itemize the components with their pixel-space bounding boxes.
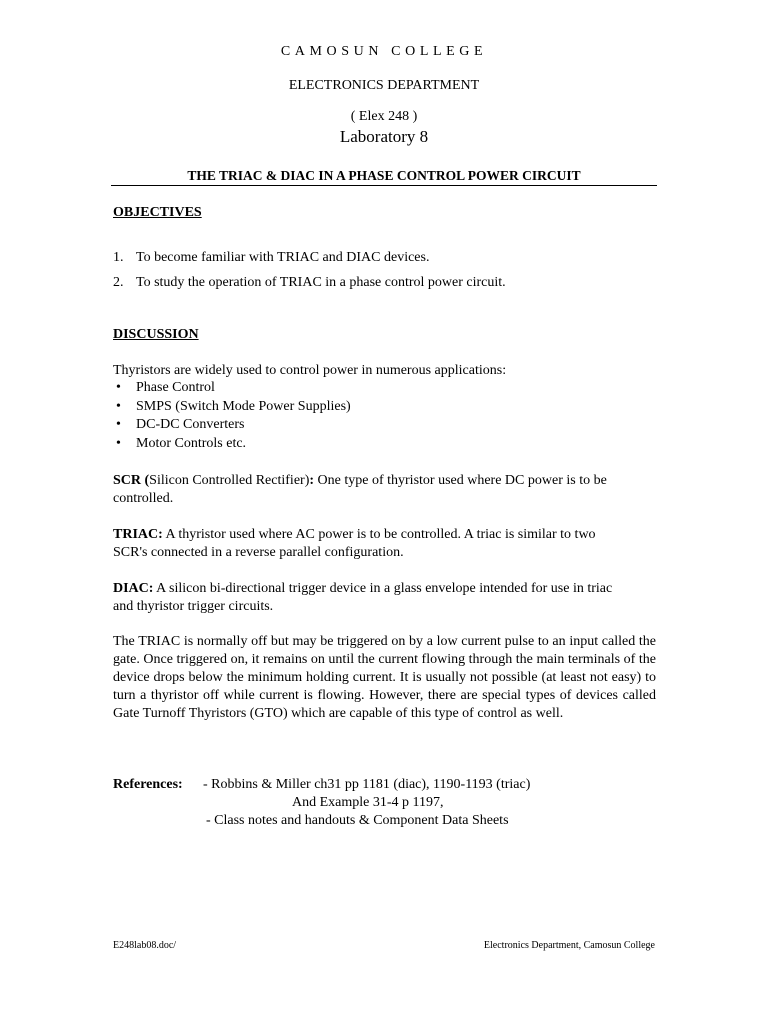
list-text: Motor Controls etc.: [136, 436, 247, 451]
triac-definition-text: A thyristor used where AC power is to be controlled. A triac is similar to two: [162, 527, 596, 542]
bullet-icon: •: [116, 436, 121, 451]
bullet-icon: •: [116, 399, 121, 414]
list-text: To become familiar with TRIAC and DIAC devices.: [136, 250, 430, 265]
department-name: ELECTRONICS DEPARTMENT: [288, 78, 480, 93]
scr-definition-text: One type of thyristor used where DC power is to be: [314, 473, 607, 488]
triac-operation-paragraph: The TRIAC is normally off but may be triggered on by a low current pulse to an input called the gate. Once triggered on, it remains on until the current flowing through the main terminals of the device drops below the minimum holding current. It is usually not possible (at least not easy) to turn a thyristor off while current is flowing. However, there are special types of devices called Gate Turnoff Thyristors (GTO) which are capable of this type of control as well.: [113, 634, 656, 721]
references-label: References:: [113, 777, 183, 792]
objectives-heading: OBJECTIVES: [113, 205, 202, 220]
list-number: 2.: [113, 275, 124, 290]
list-text: DC-DC Converters: [136, 417, 245, 432]
list-number: 1.: [113, 250, 124, 265]
list-text: To study the operation of TRIAC in a phase control power circuit.: [136, 275, 506, 290]
reference-line: - Robbins & Miller ch31 pp 1181 (diac), 1190-1193 (triac): [203, 777, 531, 792]
discussion-heading: DISCUSSION: [113, 327, 199, 342]
title-underline: [111, 185, 657, 186]
college-name: CAMOSUN COLLEGE: [280, 44, 488, 59]
scr-colon: :: [309, 473, 315, 488]
list-text: Phase Control: [136, 380, 215, 395]
diac-term: DIAC:: [113, 581, 154, 596]
course-code: ( Elex 248 ): [350, 109, 418, 124]
scr-definition-cont: controlled.: [113, 491, 174, 506]
footer-filename: E248lab08.doc/: [113, 940, 177, 951]
diac-definition-text: A silicon bi-directional trigger device in a glass envelope intended for use in triac: [153, 581, 613, 596]
discussion-intro: Thyristors are widely used to control power in numerous applications:: [113, 363, 507, 378]
triac-definition-cont: SCR's connected in a reverse parallel configuration.: [113, 545, 404, 560]
diac-definition-cont: and thyristor trigger circuits.: [113, 599, 274, 614]
scr-fullname: Silicon Controlled Rectifier): [149, 473, 310, 488]
reference-line: - Class notes and handouts & Component Data Sheets: [206, 813, 509, 828]
list-text: SMPS (Switch Mode Power Supplies): [136, 399, 351, 414]
bullet-icon: •: [116, 417, 121, 432]
triac-term: TRIAC:: [113, 527, 163, 542]
scr-term: SCR (: [113, 473, 150, 488]
lab-number: Laboratory 8: [339, 127, 429, 146]
document-title: THE TRIAC & DIAC IN A PHASE CONTROL POWER CIRCUIT: [187, 168, 581, 183]
bullet-icon: •: [116, 380, 121, 395]
reference-line: And Example 31-4 p 1197,: [292, 795, 444, 810]
footer-department: Electronics Department, Camosun College: [483, 940, 655, 951]
